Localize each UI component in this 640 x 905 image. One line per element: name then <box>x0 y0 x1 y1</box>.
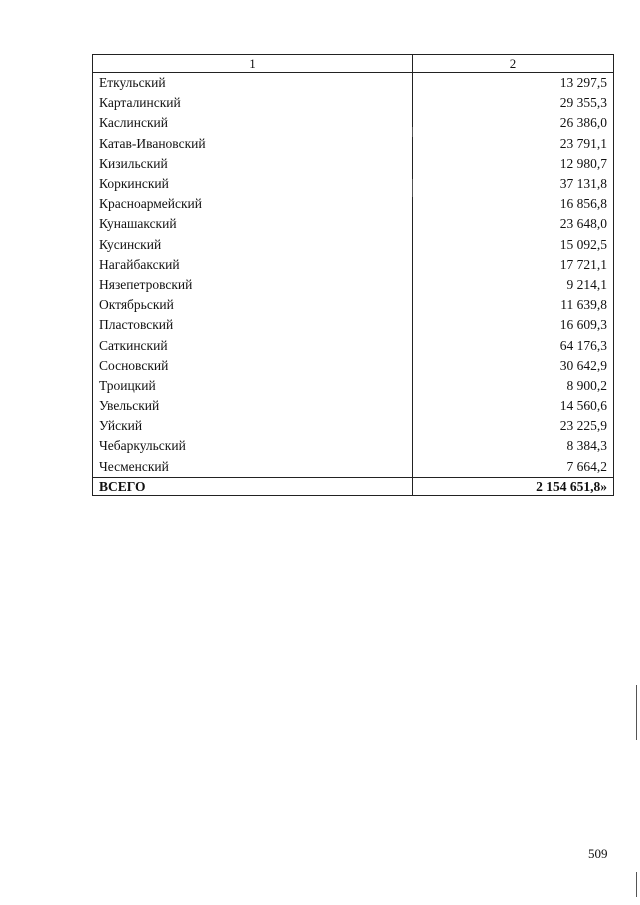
district-name: Карталинский <box>93 93 413 113</box>
district-name: Нязепетровский <box>93 275 413 295</box>
table-row <box>93 194 614 214</box>
table-row <box>93 436 614 456</box>
table-row <box>93 93 614 113</box>
district-value: 14 560,6 <box>413 396 614 416</box>
table-row <box>93 134 614 154</box>
table-row <box>93 376 614 396</box>
district-name: Кусинский <box>93 235 413 255</box>
table-row <box>93 275 614 295</box>
district-name: Кизильский <box>93 154 413 174</box>
district-value: 9 214,1 <box>413 275 614 295</box>
table-row <box>93 396 614 416</box>
district-value: 8 900,2 <box>413 376 614 396</box>
district-value: 16 856,8 <box>413 194 614 214</box>
district-name: Каслинский <box>93 113 413 133</box>
district-value: 30 642,9 <box>413 356 614 376</box>
district-name: Саткинский <box>93 335 413 355</box>
district-name: Красноармейский <box>93 194 413 214</box>
district-name: Кунашакский <box>93 214 413 234</box>
table-body <box>93 73 614 478</box>
district-name: Октябрьский <box>93 295 413 315</box>
table-row <box>93 174 614 194</box>
table-header-row <box>93 55 614 73</box>
district-value: 11 639,8 <box>413 295 614 315</box>
district-name: Коркинский <box>93 174 413 194</box>
table-row <box>93 113 614 133</box>
district-name: Катав-Ивановский <box>93 134 413 154</box>
scan-artifact <box>412 127 413 137</box>
table-row <box>93 295 614 315</box>
total-label: ВСЕГО <box>93 477 413 495</box>
district-name: Троицкий <box>93 376 413 396</box>
district-value: 15 092,5 <box>413 235 614 255</box>
table-row <box>93 154 614 174</box>
table-row <box>93 73 614 94</box>
table-row <box>93 335 614 355</box>
district-value: 23 225,9 <box>413 416 614 436</box>
total-value: 2 154 651,8» <box>413 477 614 495</box>
district-name: Пластовский <box>93 315 413 335</box>
district-name: Чебаркульский <box>93 436 413 456</box>
district-value: 64 176,3 <box>413 335 614 355</box>
budget-table <box>92 54 614 496</box>
table-row <box>93 255 614 275</box>
scan-artifact <box>412 179 413 197</box>
district-value: 13 297,5 <box>413 73 614 94</box>
district-value: 17 721,1 <box>413 255 614 275</box>
district-name: Сосновский <box>93 356 413 376</box>
table-row <box>93 315 614 335</box>
district-value: 16 609,3 <box>413 315 614 335</box>
district-value: 23 648,0 <box>413 214 614 234</box>
district-name: Чесменский <box>93 457 413 478</box>
total-row <box>93 477 614 495</box>
district-value: 23 791,1 <box>413 134 614 154</box>
district-name: Увельский <box>93 396 413 416</box>
district-value: 29 355,3 <box>413 93 614 113</box>
table-row <box>93 356 614 376</box>
district-name: Нагайбакский <box>93 255 413 275</box>
district-name: Уйский <box>93 416 413 436</box>
table-row <box>93 214 614 234</box>
district-value: 26 386,0 <box>413 113 614 133</box>
column-header-2: 2 <box>413 55 614 73</box>
scan-artifact <box>636 685 637 740</box>
district-name: Еткульский <box>93 73 413 94</box>
table-row <box>93 416 614 436</box>
page-number: 509 <box>588 846 608 861</box>
district-value: 37 131,8 <box>413 174 614 194</box>
scan-artifact <box>636 872 637 897</box>
table-row <box>93 235 614 255</box>
district-value: 7 664,2 <box>413 457 614 478</box>
column-header-1: 1 <box>93 55 413 73</box>
district-value: 12 980,7 <box>413 154 614 174</box>
district-value: 8 384,3 <box>413 436 614 456</box>
table-row <box>93 457 614 478</box>
